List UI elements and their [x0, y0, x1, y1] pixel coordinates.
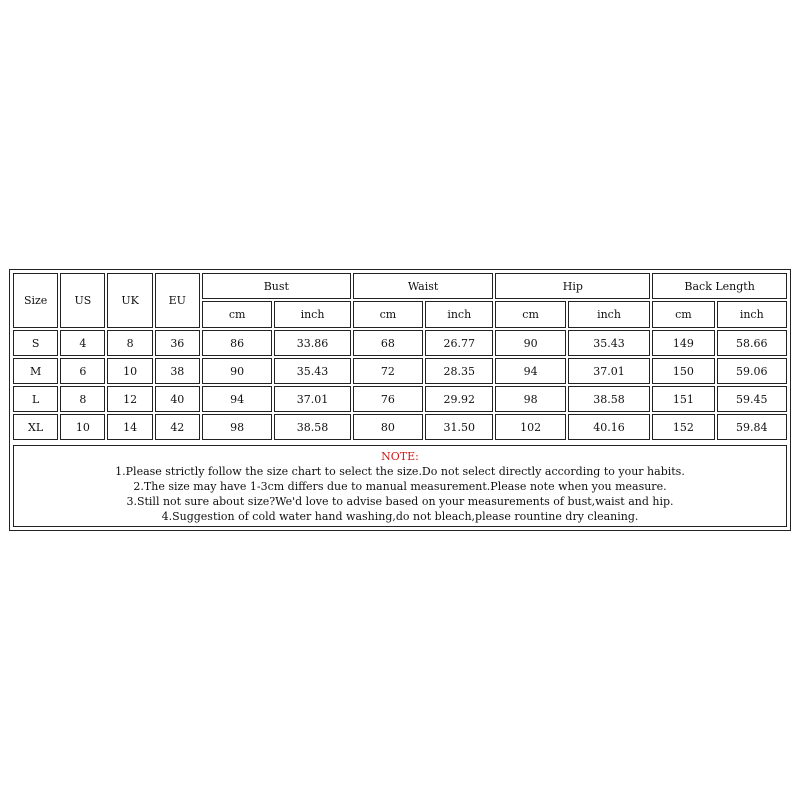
note-box — [13, 445, 787, 527]
header-hip: Hip — [495, 273, 650, 299]
table-cell: 72 — [353, 358, 423, 384]
table-cell: 59.84 — [717, 414, 787, 440]
unit-header: cm — [495, 301, 565, 328]
table-cell: 10 — [60, 414, 105, 440]
note-title: NOTE: — [381, 450, 419, 463]
table-cell: 8 — [107, 330, 152, 356]
table-cell: 6 — [60, 358, 105, 384]
table-cell: 29.92 — [425, 386, 493, 412]
table-cell: 12 — [107, 386, 152, 412]
table-cell: 37.01 — [568, 358, 650, 384]
unit-header: inch — [274, 301, 350, 328]
note-line-3: 3.Still not sure about size?We'd love to advise based on your measurements of bust,waist and hip. — [126, 495, 674, 508]
note-line-2: 2.The size may have 1-3cm differs due to manual measurement.Please note when you measure. — [133, 480, 667, 493]
table-cell: 38.58 — [274, 414, 350, 440]
table-cell: 94 — [202, 386, 272, 412]
table-cell: 40 — [155, 386, 200, 412]
table-cell: 150 — [652, 358, 714, 384]
table-cell: 149 — [652, 330, 714, 356]
unit-header: cm — [202, 301, 272, 328]
table-cell: 35.43 — [274, 358, 350, 384]
table-cell: 31.50 — [425, 414, 493, 440]
size-chart — [9, 269, 791, 531]
table-cell: 76 — [353, 386, 423, 412]
table-cell: 28.35 — [425, 358, 493, 384]
table-row-xl — [13, 414, 787, 440]
table-cell: 151 — [652, 386, 714, 412]
table-cell: 86 — [202, 330, 272, 356]
table-cell: 40.16 — [568, 414, 650, 440]
unit-header: cm — [652, 301, 714, 328]
table-cell: 90 — [495, 330, 565, 356]
table-cell: 98 — [202, 414, 272, 440]
table-cell: 68 — [353, 330, 423, 356]
table-row-s — [13, 330, 787, 356]
table-cell: 8 — [60, 386, 105, 412]
header-waist: Waist — [353, 273, 494, 299]
header-us: US — [60, 273, 105, 328]
table-cell: 4 — [60, 330, 105, 356]
table-cell: L — [13, 386, 58, 412]
header-bust: Bust — [202, 273, 351, 299]
table-cell: 58.66 — [717, 330, 787, 356]
header-size: Size — [13, 273, 58, 328]
table-cell: 90 — [202, 358, 272, 384]
header-row-groups — [13, 273, 787, 299]
header-uk: UK — [107, 273, 152, 328]
table-cell: 38 — [155, 358, 200, 384]
table-cell: XL — [13, 414, 58, 440]
note-line-1: 1.Please strictly follow the size chart to select the size.Do not select directly according to your habits. — [115, 465, 685, 478]
table-row-m — [13, 358, 787, 384]
table-cell: 102 — [495, 414, 565, 440]
table-cell: 36 — [155, 330, 200, 356]
unit-header: inch — [568, 301, 650, 328]
table-cell: S — [13, 330, 58, 356]
size-table — [11, 271, 789, 442]
table-cell: 10 — [107, 358, 152, 384]
table-cell: 59.06 — [717, 358, 787, 384]
table-cell: 38.58 — [568, 386, 650, 412]
table-cell: 94 — [495, 358, 565, 384]
unit-header: cm — [353, 301, 423, 328]
table-cell: 14 — [107, 414, 152, 440]
unit-header: inch — [425, 301, 493, 328]
table-cell: 26.77 — [425, 330, 493, 356]
note-line-4: 4.Suggestion of cold water hand washing,do not bleach,please rountine dry cleaning. — [161, 510, 639, 523]
table-cell: 98 — [495, 386, 565, 412]
table-cell: 33.86 — [274, 330, 350, 356]
table-cell: 152 — [652, 414, 714, 440]
table-cell: 35.43 — [568, 330, 650, 356]
header-eu: EU — [155, 273, 200, 328]
table-cell: 80 — [353, 414, 423, 440]
table-cell: 37.01 — [274, 386, 350, 412]
table-cell: 42 — [155, 414, 200, 440]
table-cell: M — [13, 358, 58, 384]
unit-header: inch — [717, 301, 787, 328]
header-back-length: Back Length — [652, 273, 787, 299]
table-cell: 59.45 — [717, 386, 787, 412]
table-row-l — [13, 386, 787, 412]
